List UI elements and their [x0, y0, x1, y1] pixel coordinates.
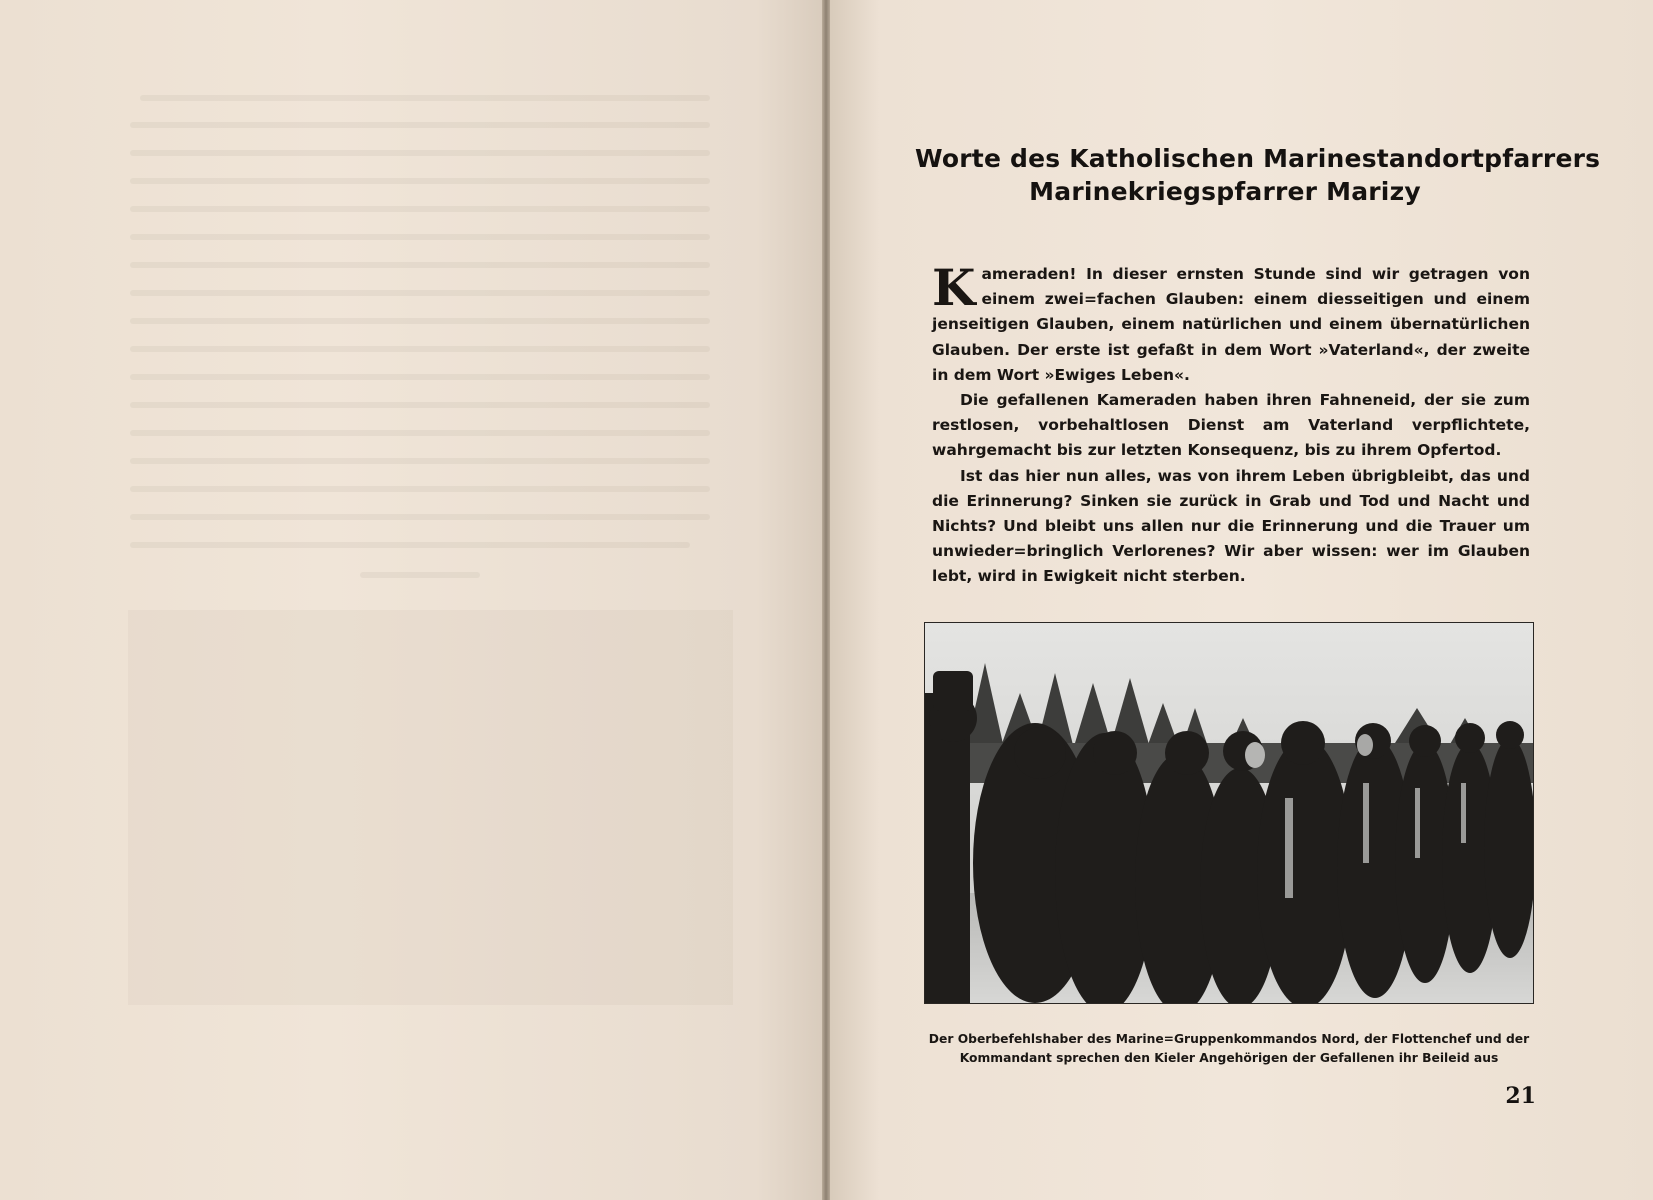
- paragraph-3: Ist das hier nun alles, was von ihrem Leben übrigbleibt, das und die Erinnerung? Sinken sie zurück in Grab und Tod und Nacht und Nichts? Und bleibt uns allen nur die Erinnerung und die Trauer um unwieder=bringlich Verlorenes? Wir aber wissen: wer im Glauben lebt, wird in Ewigkeit nicht sterben.: [932, 466, 1530, 586]
- bleed-through-line: [130, 290, 710, 296]
- speech-text: [932, 258, 1530, 590]
- bleed-through-line: [130, 458, 710, 464]
- bleed-through-line: [130, 514, 710, 520]
- bleed-through-line: [130, 318, 710, 324]
- bleed-through-line: [130, 430, 710, 436]
- bleed-through-line: [130, 346, 710, 352]
- paragraph-1: [932, 258, 1530, 388]
- page-number: 21: [1505, 1083, 1536, 1109]
- bleed-through-line: [130, 206, 710, 212]
- caption-line-2: Kommandant sprechen den Kieler Angehörigen der Gefallenen ihr Beileid aus: [959, 1051, 1499, 1065]
- photo-caption: [925, 1030, 1533, 1068]
- bleed-through-line: [130, 542, 690, 548]
- drop-cap: K: [932, 258, 976, 317]
- bleed-through-line: [130, 402, 710, 408]
- bleed-through-line: [130, 374, 710, 380]
- title-line-1: Worte des Katholischen Marinestandortpfarrers: [915, 144, 1601, 173]
- bleed-through-line: [130, 234, 710, 240]
- bleed-through-line: [130, 262, 710, 268]
- bleed-through-line: [360, 572, 480, 578]
- bleed-through-line: [130, 486, 710, 492]
- bleed-through-line: [130, 122, 710, 128]
- photo-illustration: [925, 623, 1533, 1003]
- book-gutter: [822, 0, 830, 1200]
- paragraph-2: Die gefallenen Kameraden haben ihren Fahneneid, der sie zum restlosen, vorbehaltlosen Dienst am Vaterland verpflichtete, wahrgemacht bis zur letzten Konsequenz, bis zu ihrem Opfertod.: [932, 391, 1530, 460]
- bleed-through-line: [140, 95, 710, 101]
- bleed-through-image-area: [128, 610, 733, 1005]
- bleed-through-line: [130, 178, 710, 184]
- left-page: [0, 0, 822, 1200]
- page-title: [915, 142, 1601, 208]
- bleed-through-line: [130, 150, 710, 156]
- paragraph-1-text: ameraden! In dieser ernsten Stunde sind wir getragen von einem zwei=fachen Glauben: einem diesseitigen und einem jenseitigen Glauben, einem natürlichen und einem übernatürlichen Glauben. Der erste ist gefaßt in dem Wort »Vaterland«, der zweite in dem Wort »Ewiges Leben«.: [932, 265, 1530, 384]
- title-line-2: Marinekriegspfarrer Marizy: [1029, 177, 1421, 206]
- ceremony-photograph: [925, 623, 1533, 1003]
- caption-line-1: Der Oberbefehlshaber des Marine=Gruppenkommandos Nord, der Flottenchef und der: [928, 1032, 1530, 1046]
